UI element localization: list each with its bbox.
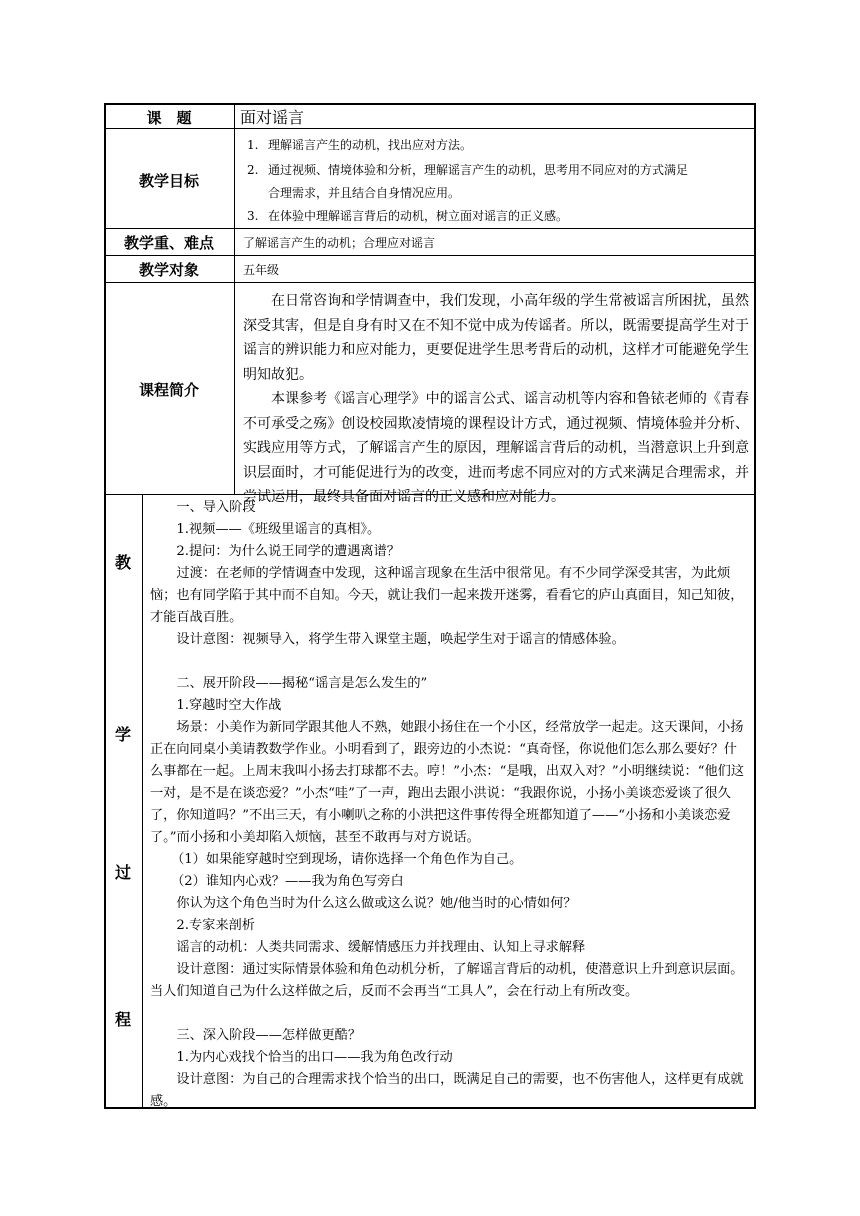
topic-label: 课 题 [146, 109, 192, 127]
section-title: 二、展开阶段——揭秘“谣言是怎么发生的” [176, 676, 428, 691]
process-label-char: 教 [114, 553, 131, 572]
design-intent: 设计意图：通过实际情景体验和角色动机分析，了解谣言背后的动机，使潜意识上升到意识层面。当人们知道自己为什么这样做之后，反而不会再当“工具人”，会在行动上有所改变。 [150, 962, 744, 999]
process-label-char: 程 [114, 1010, 131, 1029]
question-detail: 你认为这个角色当时为什么这么做或这么说？她/他当时的心情如何？ [176, 896, 577, 911]
motives-text: 谣言的动机：人类共同需求、缓解情感压力并找理由、认知上寻求解释 [176, 940, 586, 955]
process-column-divider [142, 494, 143, 1109]
process-label-char: 过 [114, 863, 131, 882]
section-title: 一、导入阶段 [176, 500, 256, 515]
objective-number: 2. [247, 163, 259, 177]
process-item: 1.视频——《班级里谣言的真相》。 [176, 522, 381, 537]
row-divider [104, 282, 756, 283]
process-item: 1.穿越时空大作战 [176, 698, 282, 713]
process-item: 2.提问：为什么说王同学的遭遇离谱？ [176, 544, 400, 559]
process-label-char: 学 [114, 725, 131, 744]
audience-label: 教学对象 [138, 261, 199, 279]
objective-item-continued: 合理需求，并且结合自身情况应用。 [268, 186, 461, 200]
transition-text: 过渡：在老师的学情调查中发现，这种谣言现象在生活中很常见。有不少同学深受其害，为此烦恼；也有同学陷于其中而不自知。今天，就让我们一起来拨开迷雾，看看它的庐山真面目，知己知彼，才能百战百胜。 [150, 566, 744, 625]
section-title: 三、深入阶段——怎样做更酷？ [176, 1028, 362, 1043]
spacer [150, 1003, 750, 1025]
key-points-label: 教学重、难点 [123, 234, 214, 252]
process-item: 1.为内心戏找个恰当的出口——我为角色改行动 [176, 1050, 453, 1065]
column-divider [234, 103, 235, 494]
objectives-label: 教学目标 [138, 172, 199, 190]
design-intent: 设计意图：视频导入，将学生带入课堂主题，唤起学生对于谣言的情感体验。 [176, 632, 625, 647]
objective-item: 通过视频、情境体验和分析，理解谣言产生的动机，思考用不同应对的方式满足 [268, 163, 689, 177]
question-item: （2）谁知内心戏？——我为角色写旁白 [171, 874, 404, 889]
process-content [150, 497, 750, 1113]
objective-item: 在体验中理解谣言背后的动机，树立面对谣言的正义感。 [268, 209, 569, 223]
spacer [150, 651, 750, 673]
question-item: （1）如果能穿越时空到现场，请你选择一个角色作为自己。 [171, 852, 523, 867]
design-intent: 设计意图：为自己的合理需求找个恰当的出口，既满足自己的需要，也不伤害他人，这样更有成就感。 [150, 1072, 744, 1109]
row-divider [104, 255, 756, 256]
objective-number: 1. [247, 138, 259, 152]
intro-label: 课程简介 [138, 381, 199, 399]
scene-text: 场景：小美作为新同学跟其他人不熟，她跟小扬住在一个小区，经常放学一起走。这天课间，小扬正在向同桌小美请教数学作业。小明看到了，跟旁边的小杰说：“真奇怪，你说他们怎么那么要好？什么事都在一起。上周末我叫小扬去打球都不去。哼！”小杰：“是哦，出双入对？”小明继续说：“他们这一对，是不是在谈恋爱？”小杰“哇”了一声，跑出去跟小洪说：“我跟你说，小扬小美谈恋爱谈了很久了，你知道吗？”不出三天，有小喇叭之称的小洪把这件事传得全班都知道了——“小扬和小美谈恋爱了。”而小扬和小美却陷入烦恼，甚至不敢再与对方说话。 [150, 720, 745, 845]
audience-value: 五年级 [243, 263, 280, 277]
key-points-value: 了解谣言产生的动机；合理应对谣言 [243, 236, 436, 250]
row-divider [104, 228, 756, 229]
row-divider [104, 128, 756, 129]
intro-paragraph: 在日常咨询和学情调查中，我们发现，小高年级的学生常被谣言所困扰，虽然深受其害，但是自身有时又在不知不觉中成为传谣者。所以，既需要提高学生对于谣言的辨识能力和应对能力，更要促进学生思考背后的动机，这样才可能避免学生明知故犯。 [243, 293, 749, 383]
objective-number: 3. [247, 209, 259, 223]
intro-paragraph: 本课参考《谣言心理学》中的谣言公式、谣言动机等内容和鲁铱老师的《青春不可承受之殇》创设校园欺凌情境的课程设计方式，通过视频、情境体验并分析、实践应用等方式，了解谣言产生的原因，理解谣言背后的动机，当潜意识上升到意识层面时，才可能促进行为的改变，进而考虑不同应对的方式来满足合理需求，并尝试运用，最终具备面对谣言的正义感和应对能力。 [243, 391, 749, 505]
process-item: 2.专家来剖析 [176, 918, 255, 933]
intro-text [243, 289, 749, 510]
objective-item: 理解谣言产生的动机，找出应对方法。 [268, 138, 473, 152]
topic-value: 面对谣言 [240, 108, 305, 127]
